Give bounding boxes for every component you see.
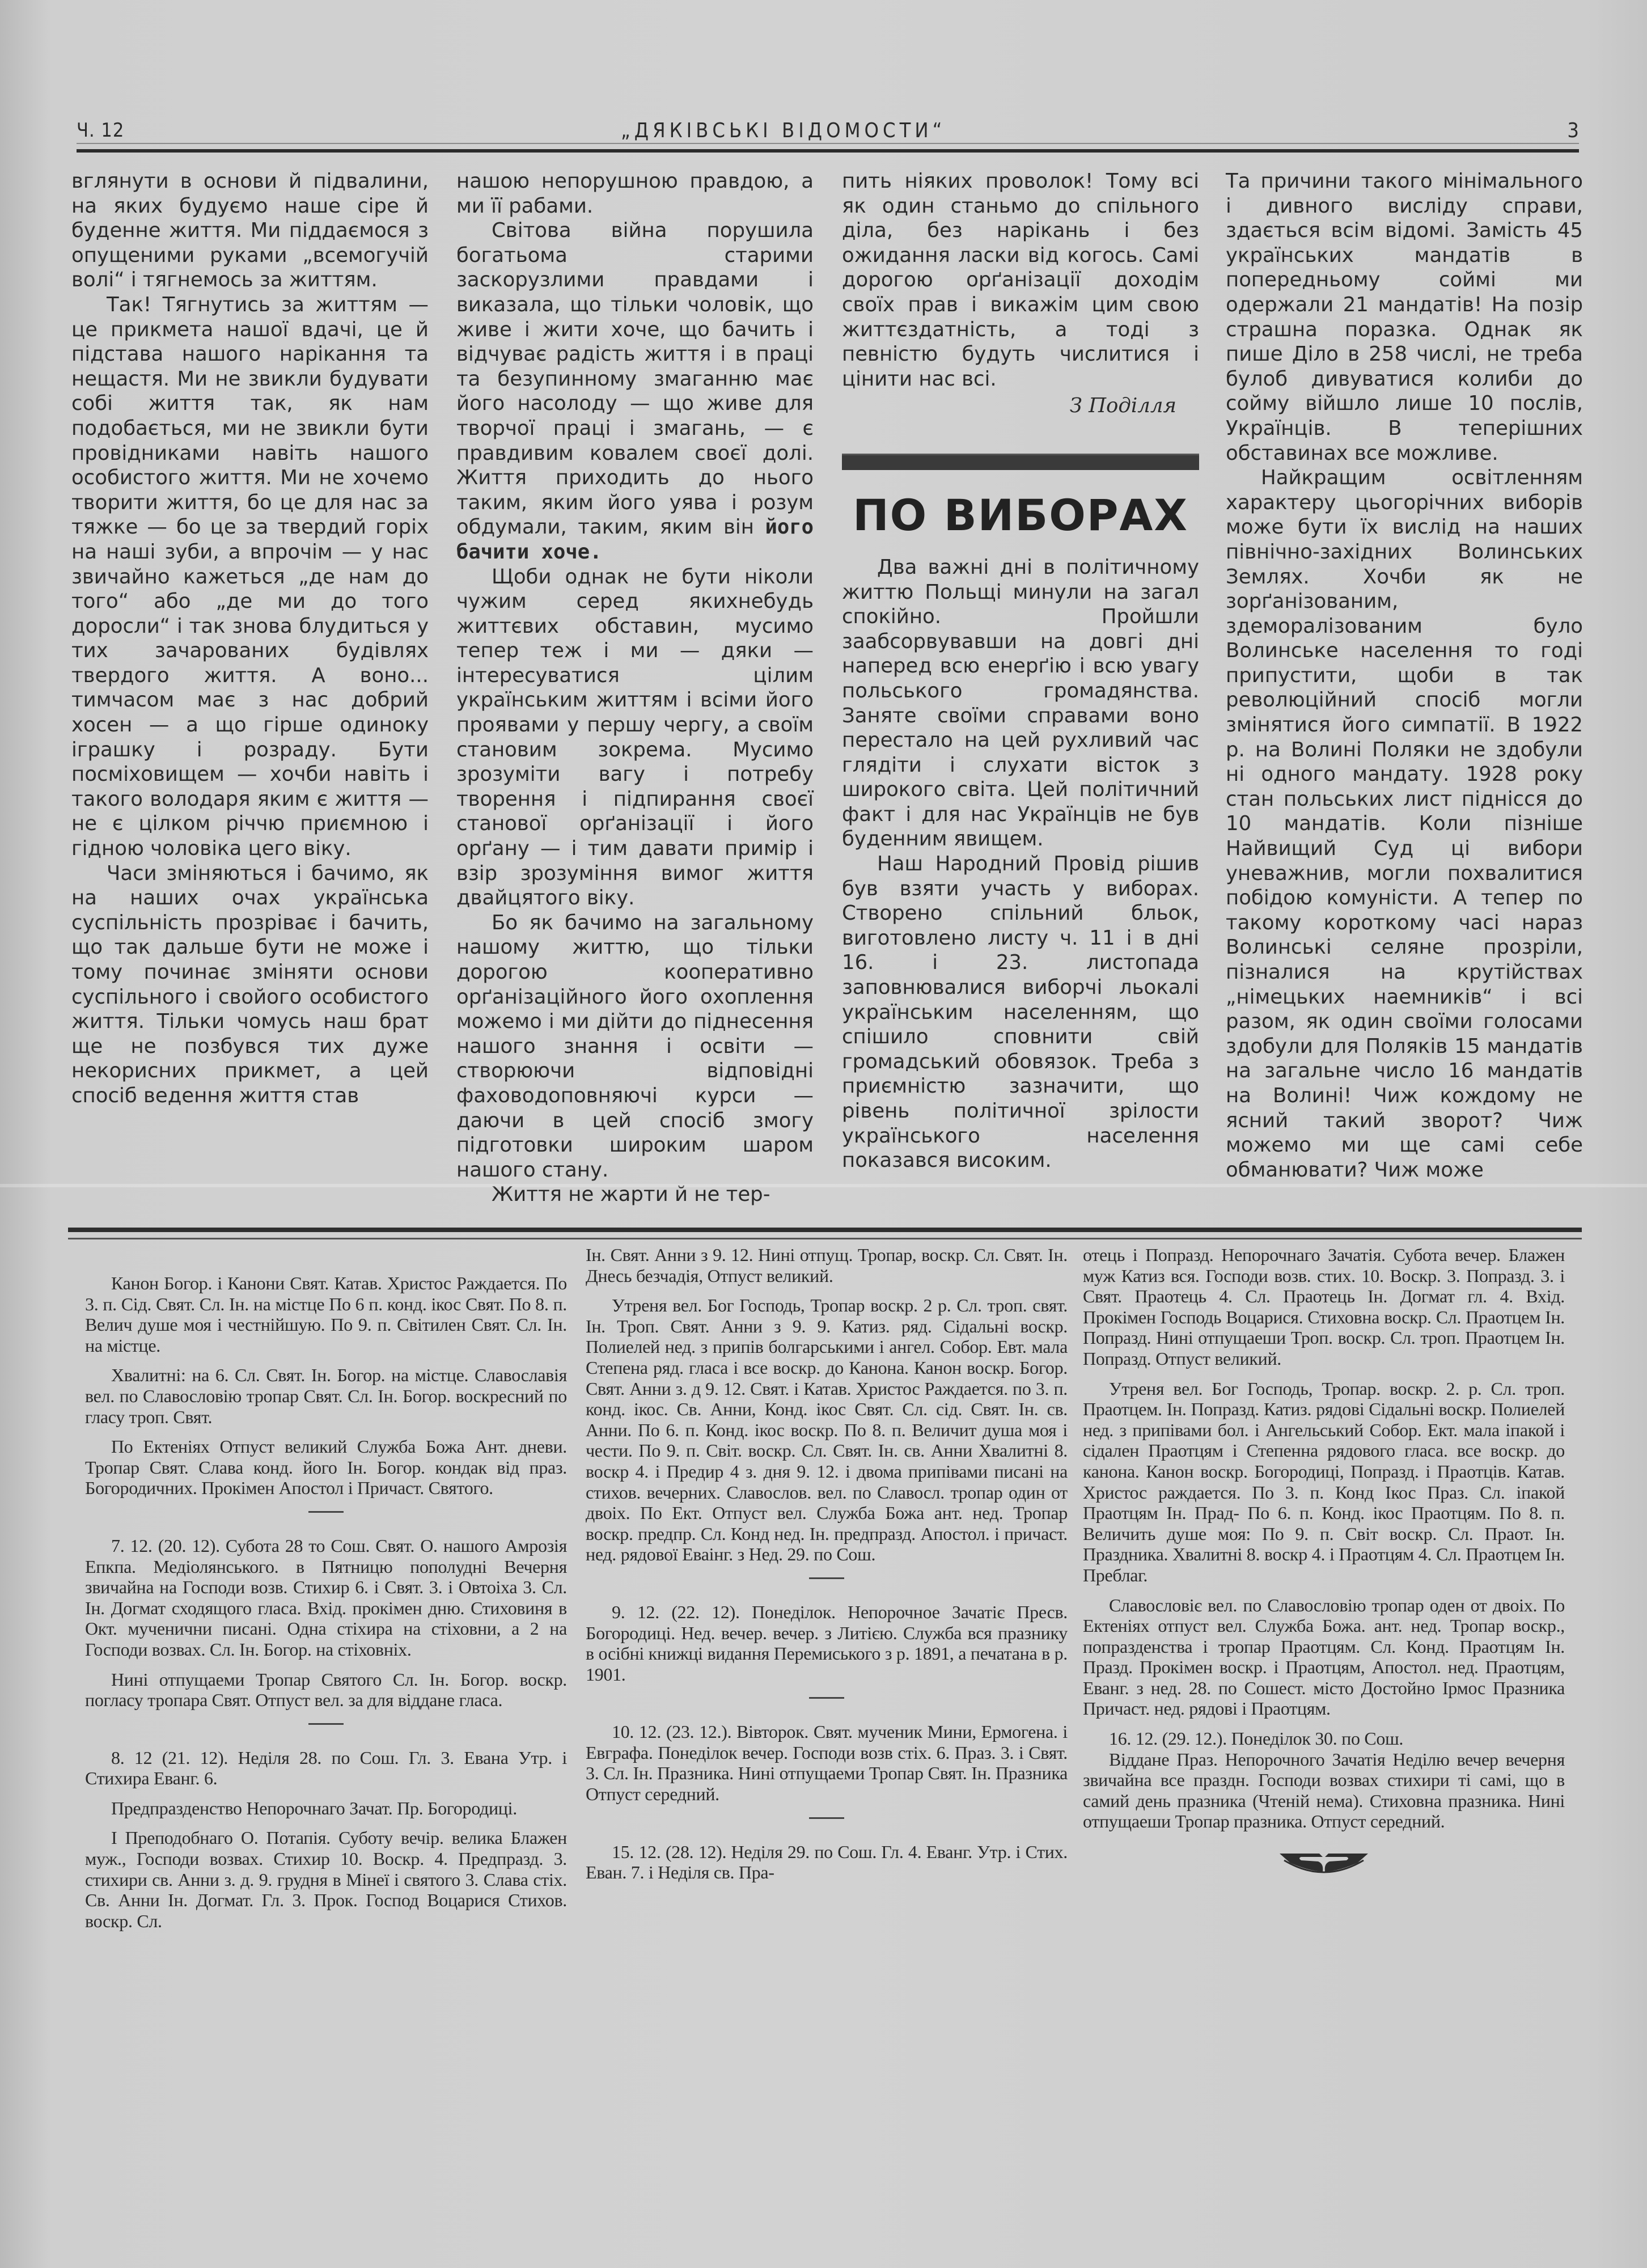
paragraph <box>456 218 814 564</box>
paragraph: 15. 12. (28. 12). Неділя 29. по Сош. Гл. 4. Еванг. Утр. і Стих. Еван. 7. і Неділя св. Пра- <box>586 1841 1068 1883</box>
paragraph: Часи зміняються і бачимо, як на наших очах українська суспільність прозріває і бачить, що так дальше бути не може і тому починає зміняти основи суспільного і свойого особистого життя. Тільки чомусь наш брат ще не позбувся тих дуже некорисних прикмет, а цей спосіб ведення життя став <box>71 861 429 1107</box>
paragraph: Славословіє вел. по Славословію тропар оден от двоіх. По Ектеніях отпуст вел. Служба Божа. ант. нед. Тропар воскр., попразденства і тропар Праотцям. Сл. Конд. Праотцям Ін. Празд. Прокімен воскр. і Праотцям, Апостол. нед. Праотцям, Еванг. з нед. 28. по Сошест. місто Достойно Ірмос Празника Причаст. нед. рядові і Праотцям. <box>1083 1594 1565 1719</box>
paragraph: Наш Народний Провід рішив був взяти участь у виборах. Створено спільний бльок, виготовлено листу ч. 11 і в дні 16. і 23. листопада заповнювалися виборчі льокалі українським населенням, що спішило сповнити свій громадський обовязок. Треба з приємністю зазначити, що рівень політичної зрілости українського населення показався високим. <box>842 852 1199 1173</box>
running-header <box>77 119 1579 142</box>
paragraph: отець і Попразд. Непорочнаго Зачатія. Субота вечер. Блажен муж Катиз вся. Господи возв. стих. 10. Воскр. 3. Попразд. 3. і Свят. Праотець 4. Сл. Праотець Ін. Догмат гл. 4. Вхід. Прокімен Господь Воцарися. Стиховна воскр. Сл. Праотцем Ін. Попразд. Нині отпущаеши Троп. воскр. Сл. троп. Праотцем Ін. Попразд. Отпуст великий. <box>1083 1245 1565 1369</box>
section-rule <box>68 1228 1582 1232</box>
paragraph: 7. 12. (20. 12). Субота 28 то Сош. Свят. О. нашого Амрозія Епкпа. Медіолянського. в Пятницю пополудні Вечерня звичайна на Господи возв. Стихир 6. і Свят. 3. і Овтоіха 3. Сл. Ін. Догмат сходящого гласа. Вхід. прокімен дню. Стиховиня в Окт. мученични писані. Одна стіхира на стіховни, а 2 на Господи возвах. Сл. Ін. Богор. на стіховніх. <box>85 1535 567 1660</box>
paragraph: Щоби однак не бути ніколи чужим серед якихнебудь життєвих обставин, мусимо тепер теж і ми — дяки — інтересуватися цілим українським життям і всіми його проявами у першу чергу, а своїм становим зокрема. Мусимо зрозуміти вагу і потребу творення і підпирання своєї станової орґанізації і його орґану — і тим давати примір і взір зрозуміння вимог життя двайцятого віку. <box>456 565 814 910</box>
section-thin-rule <box>68 1238 1582 1239</box>
emphasized-text: його бачити хоче. <box>456 515 814 564</box>
article-signature: З Поділля <box>1069 394 1176 418</box>
paragraph: Найкращим освітленням характеру цьогорічних виборів може бути їх вислід на наших північно-західних Волинських Землях. Хочби як не зорґанізованим, здеморалізованим було Волинське населення то годі припустити, щоби в так революційний спосіб могли змінятися його симпатії. В 1922 р. на Волині Поляки не здобули ні одного мандату. 1928 року стан польських лист піднісся до 10 мандатів. Коли пізніше Найвищий Суд ці вибори уневажнив, могли похвалитися побідою комуністи. А тепер по такому короткому часі нараз Волинські селяне прозріли, пізналися на крутійствах „німецьких наемників“ і всі разом, як один своїми голосами здобули для Поляків 15 мандатів на загальне число 16 мандатів на Волині! Чиж кождому не ясний такий зворот? Чиж можемо ми ще самі себе обманювати? Чиж може <box>1226 466 1583 1182</box>
paragraph: Ін. Свят. Анни з 9. 12. Нині отпущ. Тропар, воскр. Сл. Свят. Ін. Днесь безчадія, Отпуст великий. <box>586 1245 1068 1286</box>
paragraph: Предпразденство Непорочнаго Зачат. Пр. Богородиці. <box>111 1797 517 1818</box>
separator-dash <box>809 1577 844 1579</box>
paper-fold <box>0 1184 1647 1187</box>
paragraph: Два важні дні в політичному життю Польщі минули на загал спокійно. Пройшли заабсорвувавши на довгі дні наперед всю енерґію і всю увагу польського громадянства. Заняте своїми справами воно перестало на цей рухливий час глядіти і слухати вісток з широкого світа. Цей політичний факт і для нас Українців не був буденним явищем. <box>842 555 1199 851</box>
paragraph: Так! Тягнутись за життям — це прикмета нашої вдачі, це й підстава нашого нарікання та нещастя. Ми не звикли будувати собі життя так, як нам подобається, ми не звикли бути провідниками навіть нашого особистого життя. Ми не хочемо творити життя, бо це для нас за тяжке — бо це за твердий горіх на наші зуби, а впрочім — у нас звичайно кажеться „де нам до того“ або „де ми до того доросли“ і так знова блудиться у тих зачарованих будівлях твердого життя. А воно... тимчасом має з нас добрий хосен — а що гірше одиноку іграшку і розраду. Бути посміховищем — хочби навіть і такого володаря яким є життя — не є цілком річчю приємною і гідною чоловіка цего віку. <box>71 293 429 861</box>
header-rule <box>77 149 1579 153</box>
separator-dash <box>809 1697 844 1699</box>
headline-bar <box>842 454 1199 470</box>
paragraph: І Преподобнаго О. Потапія. Суботу вечір. велика Блажен муж., Господи возвах. Стихир 10. Воскр. 4. Предпразд. 3. стихири св. Анни з. д. 9. грудня в Мінеї і святого 3. Слава стіх. Св. Анни Ін. Догмат. Гл. 3. Прок. Господ Воцарися Стихов. воскр. Сл. <box>85 1827 567 1931</box>
separator-dash <box>809 1817 844 1819</box>
article-column-2 <box>456 169 814 1207</box>
paragraph: пить ніяких проволок! Тому всі як один станьмо до спільного діла, без нарікань і без ожидання ласки від когось. Самі дорогою орґанізації доходім своїх прав і викажім цим свою життєздатність, а тоді з певністю будуть числитися і цінити нас всі. <box>842 170 1199 391</box>
paragraph: Канон Богор. і Канони Свят. Катав. Христос Раждается. По 3. п. Сід. Свят. Сл. Ін. на містце По 6 п. конд. ікос Свят. По 8. п. Велич душе моя і честнійшую. По 9. п. Світилен Свят. Сл. Ін. на містце. <box>85 1273 567 1356</box>
article-column-1 <box>71 169 429 1108</box>
calendar-column-2 <box>586 1245 1068 1892</box>
header-thin-rule <box>77 143 1579 144</box>
page-number: 3 <box>1567 119 1579 142</box>
calendar-column-3 <box>1083 1245 1565 1883</box>
calendar-column-1 <box>85 1273 567 1940</box>
paragraph: По Ектеніях Отпуст великий Служба Божа Ант. дневи. Тропар Свят. Слава конд. його Ін. Богор. кондак від праз. Богородичних. Прокімен Апостол і Причаст. Святого. <box>85 1436 567 1499</box>
paragraph: Бо як бачимо на загальному нашому життю, що тільки дорогою кооперативно орґанізаційного його охоплення можемо і ми дійти до піднесення нашого знання і освіти — створюючи відповідні фаховодоповняючі курси — даючи в цей спосіб змогу підготовки широким шаром нашого стану. <box>456 911 814 1182</box>
paragraph: 8. 12 (21. 12). Неділя 28. по Сош. Гл. 3. Евана Утр. і Стихира Еванг. 6. <box>85 1747 567 1789</box>
paragraph: Хвалитні: на 6. Сл. Свят. Ін. Богор. на містце. Славославія вел. по Славословію тропар Свят. Сл. Ін. Богор. воскресний по гласу троп. Свят. <box>85 1365 567 1427</box>
issue-number: Ч. 12 <box>77 119 125 142</box>
paragraph-text: Світова війна порушила богатьома старими заскорузлими правдами і виказала, що тільки чоловік, що живе і жити хоче, що бачить і відчуває радість життя і в праці та безупинному змаганню має його насолоду — що живе для творчої праці і змагань, — є правдивим ковалем своєї долі. Життя приходить до нього таким, яким його уява і розум обдумали, таким, яким він <box>456 219 814 539</box>
paragraph: 9. 12. (22. 12). Понеділок. Непорочное Зачатіє Пресв. Богородиці. Нед. вечер. вечер. з Литією. Служба вся празнику в осібні книжці видання Перемиського з р. 1891, а печатана в р. 1901. <box>586 1601 1068 1685</box>
article-headline: ПО ВИБОРАХ <box>853 489 1188 540</box>
paragraph: Утреня вел. Бог Господь, Тропар. воскр. 2. р. Сл. троп. Праотцем. Ін. Попразд. Катиз. рядові Сідальні воскр. Полиелей нед. з припівами бол. і Ангельський Собор. Ект. мала іпакой і сідален Праотцям і Степенна рядового гласа. все воскр. до канона. Канон воскр. Богородиці, Попразд. і Праотців. Катав. Христос раждается. По 3. п. Конд Ікос Праз. Сл. іпакой Праотцям Ін. Прад- По 6. п. Конд. ікос Праотцям. По 8. п. Величить душе моя: По 9. п. Світ воскр. Сл. Праот. Ін. Праздника. Хвалитні 8. воскр 4. і Праотцям 4. Сл. Праотцем Ін. Преблаг. <box>1083 1378 1565 1585</box>
paragraph: 16. 12. (29. 12.). Понеділок 30. по Сош. <box>1109 1728 1404 1749</box>
paragraph: Віддане Праз. Непорочного Зачатія Неділю вечер вечерня звичайна все праздн. Господи возвах стихири ті самі, що в самий день празника (Чтеній нема). Стиховна празника. Нині отпущаеши Тропар празника. Отпуст середний. <box>1083 1749 1565 1832</box>
paragraph: 10. 12. (23. 12.). Вівторок. Свят. мученик Мини, Ермогена. і Евграфа. Понеділок вечер. Господи возв стіх. 6. Праз. 3. і Свят. 3. Сл. Ін. Празника. Нині отпущаеми Тропар Свят. Ін. Празника Отпуст середний. <box>586 1721 1068 1805</box>
newspaper-title: „ДЯКІВСЬКІ ВІДОМОСТИ“ <box>621 119 946 142</box>
paragraph: вглянути в основи й підвалини, на яких будуємо наше сіре й буденне життя. Ми піддаємося з опущеними руками „всемогучій волі“ і тягнемось за життям. <box>71 170 429 292</box>
article-column-4 <box>1226 169 1583 1182</box>
separator-dash <box>308 1723 344 1725</box>
separator-dash <box>308 1511 344 1513</box>
paragraph: нашою непорушною правдою, а ми її рабами. <box>456 170 814 218</box>
paragraph: Утреня вел. Бог Господь, Тропар воскр. 2 р. Сл. троп. свят. Ін. Троп. Свят. Анни з 9. 9. Катиз. ряд. Сідальні воскр. Полиелей нед. з припів болгарськими і ангел. Собор. Евт. мала Степена ряд. гласа і все воскр. до Канона. Канон воскр. Богор. Свят. Анни з. д 9. 12. Свят. і Катав. Христос Раждается. по 3. п. конд. ікос. Св. Анни, Конд. ікос Свят. Сл. сід. Свят. Ін. св. Анни. По 6. п. Конд. ікос воскр. По 8. п. Величит душа моя і чести. По 9. п. Світ. воскр. Сл. Свят. Ін. св. Анни Хвалитні 8. воскр 4. і Предир 4 з. дня 9. 12. і двома припівами писані на стихов. вечерних. Славослов. вел. по Славосл. тропар один от двоіх. По Ект. Отпуст вел. Служба Божа ант. нед. Тропар воскр. предпр. Сл. Конд нед. Ін. предпразд. Апостол. і причаст. нед. рядової Еваінг. з Нед. 29. по Сош. <box>586 1295 1068 1565</box>
article-column-3 <box>842 169 1199 1173</box>
paragraph: Нині отпущаеми Тропар Святого Сл. Ін. Богор. воскр. погласу тропара Свят. Отпуст вел. за для віддане гласа. <box>85 1669 567 1711</box>
ornament-icon <box>1278 1849 1369 1883</box>
paragraph: Та причини такого мінімального і дивного висліду справи, здається всім відомі. Замість 45 українських мандатів в попередньому соймі ми одержали 21 мандатів! На позір страшна поразка. Однак як пише Діло в 258 числі, не треба булоб дивуватися колиби до сойму війшло лише 10 послів, Українців. В теперішних обставинах все можливе. <box>1226 170 1583 465</box>
paragraph: Життя не жарти й не тер- <box>492 1183 770 1207</box>
